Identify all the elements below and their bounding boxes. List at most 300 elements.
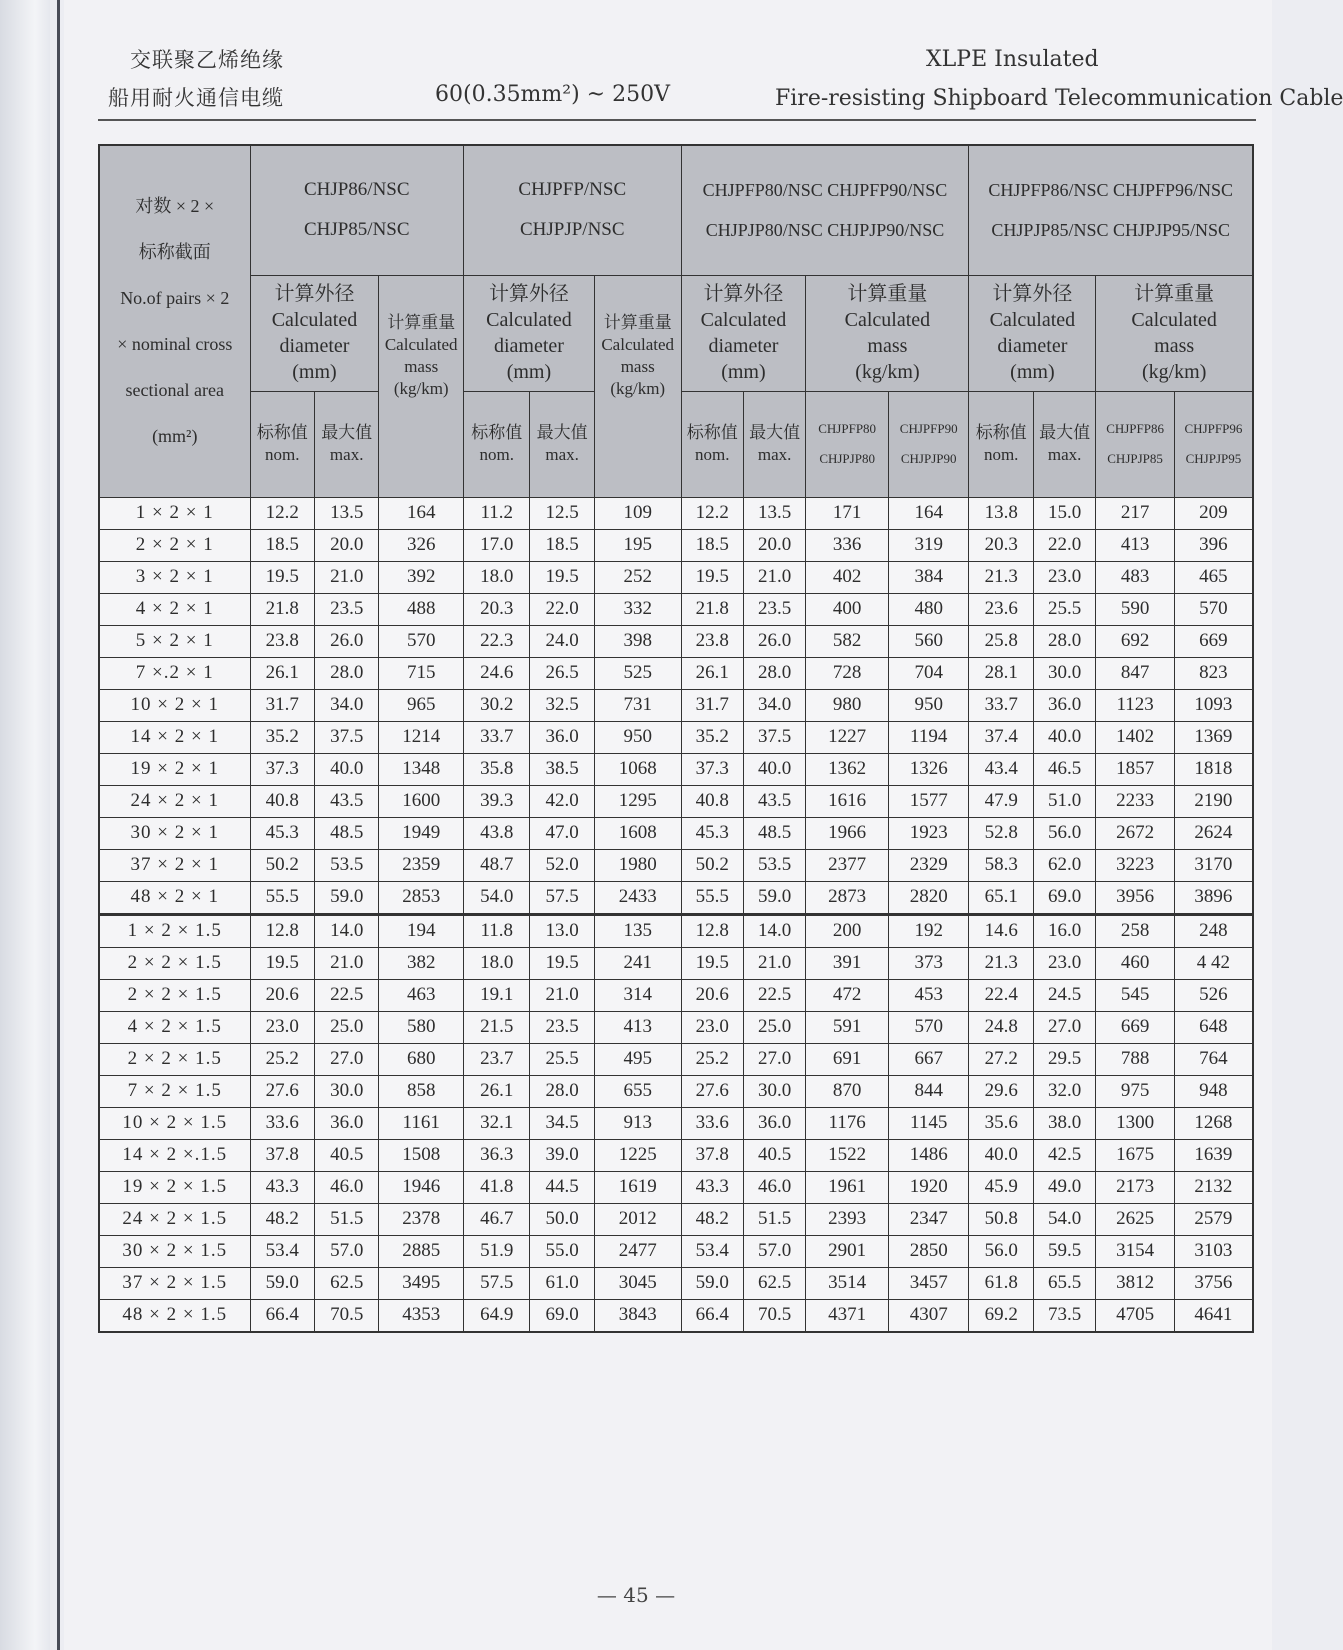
row-value-cell: 23.6 — [969, 593, 1033, 625]
g3-diameter-en1: Calculated — [700, 309, 787, 331]
g1-diameter-header — [250, 275, 379, 391]
row-value-cell: 25.2 — [250, 1043, 314, 1075]
row-value-cell: 43.5 — [314, 785, 378, 817]
row-value-cell: 21.8 — [681, 593, 743, 625]
row-value-cell: 463 — [379, 979, 464, 1011]
row-value-cell: 400 — [806, 593, 889, 625]
row-value-cell: 59.0 — [681, 1267, 743, 1299]
g3-mass-en2: mass — [867, 335, 908, 357]
row-value-cell: 4 42 — [1174, 947, 1253, 979]
g2-nom-header — [464, 391, 530, 497]
row-value-cell: 26.0 — [314, 625, 378, 657]
row-value-cell: 32.5 — [530, 689, 594, 721]
row-spec-cell: 2 × 2 × 1.5 — [99, 1043, 250, 1075]
row-value-cell: 3223 — [1096, 849, 1175, 881]
row-value-cell: 1600 — [379, 785, 464, 817]
table-row — [99, 979, 1253, 1011]
g3-mass-header — [806, 275, 969, 391]
row-value-cell: 164 — [379, 497, 464, 529]
group1-line1: CHJP86/NSC — [303, 179, 410, 201]
g3-diameter-en2: diameter — [708, 335, 779, 357]
row-value-cell: 62.5 — [743, 1267, 805, 1299]
row-value-cell: 24.6 — [464, 657, 530, 689]
row-spec-cell: 48 × 2 × 1.5 — [99, 1299, 250, 1332]
row-value-cell: 59.0 — [250, 1267, 314, 1299]
row-value-cell: 1068 — [594, 753, 681, 785]
row-value-cell: 1225 — [594, 1139, 681, 1171]
table-row — [99, 529, 1253, 561]
row-value-cell: 1268 — [1174, 1107, 1253, 1139]
row-value-cell: 1857 — [1096, 753, 1175, 785]
g1-nom-header — [250, 391, 314, 497]
row-value-cell: 35.2 — [681, 721, 743, 753]
g4-mass-col1-header — [1096, 391, 1175, 497]
g4-diameter-header — [969, 275, 1096, 391]
row-value-cell: 570 — [1174, 593, 1253, 625]
row-value-cell: 26.0 — [743, 625, 805, 657]
row-value-cell: 965 — [379, 689, 464, 721]
g3-mass-col2-l1: CHJPFP90 — [899, 421, 958, 436]
table-row — [99, 1011, 1253, 1043]
table-row — [99, 657, 1253, 689]
row-value-cell: 69.0 — [530, 1299, 594, 1332]
book-binding — [0, 0, 50, 1650]
row-value-cell: 2579 — [1174, 1203, 1253, 1235]
g1-mass-cn: 计算重量 — [387, 313, 456, 332]
row-value-cell: 46.0 — [743, 1171, 805, 1203]
row-value-cell: 43.8 — [464, 817, 530, 849]
row-spec-cell: 48 × 2 × 1 — [99, 881, 250, 914]
row-spec-cell: 30 × 2 × 1.5 — [99, 1235, 250, 1267]
row-value-cell: 32.1 — [464, 1107, 530, 1139]
row-spec-cell: 1 × 2 × 1 — [99, 497, 250, 529]
row-value-cell: 57.0 — [743, 1235, 805, 1267]
row-value-cell: 2873 — [806, 881, 889, 914]
row-value-cell: 3457 — [888, 1267, 969, 1299]
row-value-cell: 43.3 — [681, 1171, 743, 1203]
row-value-cell: 3896 — [1174, 881, 1253, 914]
row-value-cell: 43.3 — [250, 1171, 314, 1203]
row-value-cell: 34.0 — [314, 689, 378, 721]
row-value-cell: 1980 — [594, 849, 681, 881]
row-value-cell: 53.5 — [743, 849, 805, 881]
row-value-cell: 4353 — [379, 1299, 464, 1332]
row-value-cell: 655 — [594, 1075, 681, 1107]
row-value-cell: 858 — [379, 1075, 464, 1107]
row-value-cell: 2233 — [1096, 785, 1175, 817]
row-value-cell: 326 — [379, 529, 464, 561]
row-value-cell: 48.2 — [681, 1203, 743, 1235]
row-value-cell: 1966 — [806, 817, 889, 849]
corner-header — [99, 145, 250, 497]
row-value-cell: 413 — [594, 1011, 681, 1043]
g3-max-header — [743, 391, 805, 497]
row-value-cell: 48.5 — [743, 817, 805, 849]
row-value-cell: 13.5 — [314, 497, 378, 529]
row-value-cell: 18.0 — [464, 561, 530, 593]
row-value-cell: 30.0 — [314, 1075, 378, 1107]
row-value-cell: 453 — [888, 979, 969, 1011]
row-value-cell: 4641 — [1174, 1299, 1253, 1332]
row-value-cell: 50.2 — [681, 849, 743, 881]
row-value-cell: 29.5 — [1033, 1043, 1095, 1075]
g1-max-cn: 最大值 — [321, 423, 373, 442]
row-value-cell: 980 — [806, 689, 889, 721]
g1-mass-en2: mass — [404, 357, 439, 376]
row-value-cell: 14.6 — [969, 914, 1033, 947]
g4-mass-col2-l2: CHJPJP95 — [1185, 451, 1242, 466]
row-value-cell: 26.1 — [250, 657, 314, 689]
table-row — [99, 1075, 1253, 1107]
g1-mass-en1: Calculated — [384, 335, 458, 354]
row-value-cell: 847 — [1096, 657, 1175, 689]
row-spec-cell: 14 × 2 ×.1.5 — [99, 1139, 250, 1171]
row-value-cell: 18.5 — [530, 529, 594, 561]
row-value-cell: 50.8 — [969, 1203, 1033, 1235]
row-value-cell: 44.5 — [530, 1171, 594, 1203]
row-value-cell: 1402 — [1096, 721, 1175, 753]
row-value-cell: 23.5 — [743, 593, 805, 625]
table-row — [99, 785, 1253, 817]
row-value-cell: 30.2 — [464, 689, 530, 721]
table-row — [99, 497, 1253, 529]
row-value-cell: 21.0 — [314, 561, 378, 593]
row-value-cell: 11.8 — [464, 914, 530, 947]
row-value-cell: 19.5 — [250, 947, 314, 979]
row-value-cell: 12.8 — [250, 914, 314, 947]
row-value-cell: 51.5 — [314, 1203, 378, 1235]
header-en-line2: Fire-resisting Shipboard Telecommunication Cable — [775, 86, 1343, 111]
row-value-cell: 19.5 — [681, 561, 743, 593]
g4-nom-cn: 标称值 — [975, 423, 1027, 442]
spec-table — [98, 144, 1254, 1333]
row-value-cell: 1949 — [379, 817, 464, 849]
row-value-cell: 336 — [806, 529, 889, 561]
row-value-cell: 200 — [806, 914, 889, 947]
row-value-cell: 56.0 — [1033, 817, 1095, 849]
row-value-cell: 45.3 — [250, 817, 314, 849]
row-value-cell: 18.5 — [250, 529, 314, 561]
row-value-cell: 525 — [594, 657, 681, 689]
row-value-cell: 2347 — [888, 1203, 969, 1235]
row-value-cell: 680 — [379, 1043, 464, 1075]
row-value-cell: 332 — [594, 593, 681, 625]
row-value-cell: 373 — [888, 947, 969, 979]
row-spec-cell: 1 × 2 × 1.5 — [99, 914, 250, 947]
row-value-cell: 1608 — [594, 817, 681, 849]
row-value-cell: 43.5 — [743, 785, 805, 817]
row-value-cell: 3170 — [1174, 849, 1253, 881]
row-value-cell: 570 — [888, 1011, 969, 1043]
row-value-cell: 3843 — [594, 1299, 681, 1332]
g4-mass-cn: 计算重量 — [1134, 283, 1215, 305]
row-value-cell: 53.4 — [681, 1235, 743, 1267]
row-value-cell: 23.7 — [464, 1043, 530, 1075]
row-value-cell: 31.7 — [250, 689, 314, 721]
g2-nom-cn: 标称值 — [471, 423, 523, 442]
row-value-cell: 1227 — [806, 721, 889, 753]
row-value-cell: 23.0 — [681, 1011, 743, 1043]
row-value-cell: 4307 — [888, 1299, 969, 1332]
g3-mass-en1: Calculated — [844, 309, 931, 331]
row-value-cell: 28.0 — [530, 1075, 594, 1107]
row-value-cell: 870 — [806, 1075, 889, 1107]
g1-diameter-en1: Calculated — [271, 309, 358, 331]
row-value-cell: 1920 — [888, 1171, 969, 1203]
row-value-cell: 48.2 — [250, 1203, 314, 1235]
row-value-cell: 22.0 — [1033, 529, 1095, 561]
row-value-cell: 56.0 — [969, 1235, 1033, 1267]
row-value-cell: 43.4 — [969, 753, 1033, 785]
g4-nom-header — [969, 391, 1033, 497]
row-value-cell: 2012 — [594, 1203, 681, 1235]
row-value-cell: 823 — [1174, 657, 1253, 689]
row-value-cell: 217 — [1096, 497, 1175, 529]
table-row — [99, 1203, 1253, 1235]
table-row — [99, 849, 1253, 881]
row-value-cell: 70.5 — [314, 1299, 378, 1332]
page-number: — 45 — — [596, 1583, 676, 1607]
row-value-cell: 241 — [594, 947, 681, 979]
table-row — [99, 689, 1253, 721]
row-value-cell: 46.0 — [314, 1171, 378, 1203]
row-value-cell: 135 — [594, 914, 681, 947]
row-value-cell: 35.6 — [969, 1107, 1033, 1139]
row-value-cell: 65.1 — [969, 881, 1033, 914]
row-value-cell: 21.5 — [464, 1011, 530, 1043]
row-value-cell: 64.9 — [464, 1299, 530, 1332]
table-row — [99, 881, 1253, 914]
row-value-cell: 495 — [594, 1043, 681, 1075]
row-value-cell: 21.0 — [743, 947, 805, 979]
g4-mass-header — [1096, 275, 1253, 391]
row-value-cell: 1946 — [379, 1171, 464, 1203]
row-value-cell: 59.0 — [743, 881, 805, 914]
row-value-cell: 49.0 — [1033, 1171, 1095, 1203]
row-value-cell: 109 — [594, 497, 681, 529]
g3-max-en: max. — [757, 445, 792, 464]
row-value-cell: 948 — [1174, 1075, 1253, 1107]
row-value-cell: 25.2 — [681, 1043, 743, 1075]
row-spec-cell: 19 × 2 × 1.5 — [99, 1171, 250, 1203]
row-value-cell: 23.0 — [1033, 947, 1095, 979]
row-value-cell: 57.5 — [530, 881, 594, 914]
row-value-cell: 18.5 — [681, 529, 743, 561]
row-value-cell: 23.8 — [250, 625, 314, 657]
row-value-cell: 16.0 — [1033, 914, 1095, 947]
table-row — [99, 1299, 1253, 1332]
row-value-cell: 391 — [806, 947, 889, 979]
row-value-cell: 46.5 — [1033, 753, 1095, 785]
g1-diameter-unit: (mm) — [292, 361, 337, 383]
row-value-cell: 21.0 — [530, 979, 594, 1011]
row-value-cell: 2901 — [806, 1235, 889, 1267]
spine-shadow — [57, 0, 60, 1650]
g3-mass-unit: (kg/km) — [855, 361, 920, 383]
table-row — [99, 753, 1253, 785]
g3-mass-cn: 计算重量 — [847, 283, 928, 305]
row-value-cell: 34.5 — [530, 1107, 594, 1139]
group-header-1 — [250, 145, 463, 275]
row-value-cell: 40.8 — [250, 785, 314, 817]
row-value-cell: 40.0 — [314, 753, 378, 785]
header-cn-line2: 船用耐火通信电缆 — [108, 86, 284, 110]
row-value-cell: 20.0 — [743, 529, 805, 561]
row-value-cell: 35.2 — [250, 721, 314, 753]
row-value-cell: 34.0 — [743, 689, 805, 721]
row-value-cell: 1616 — [806, 785, 889, 817]
row-value-cell: 38.5 — [530, 753, 594, 785]
row-spec-cell: 4 × 2 × 1.5 — [99, 1011, 250, 1043]
row-value-cell: 402 — [806, 561, 889, 593]
row-value-cell: 1295 — [594, 785, 681, 817]
row-value-cell: 55.5 — [250, 881, 314, 914]
row-value-cell: 52.0 — [530, 849, 594, 881]
row-value-cell: 483 — [1096, 561, 1175, 593]
row-value-cell: 382 — [379, 947, 464, 979]
row-value-cell: 788 — [1096, 1043, 1175, 1075]
row-value-cell: 28.0 — [743, 657, 805, 689]
row-value-cell: 69.0 — [1033, 881, 1095, 914]
group-header-3 — [681, 145, 969, 275]
row-spec-cell: 5 × 2 × 1 — [99, 625, 250, 657]
row-value-cell: 582 — [806, 625, 889, 657]
table-row — [99, 1043, 1253, 1075]
row-value-cell: 4371 — [806, 1299, 889, 1332]
g2-mass-header — [594, 275, 681, 497]
row-value-cell: 46.7 — [464, 1203, 530, 1235]
row-value-cell: 20.6 — [250, 979, 314, 1011]
g4-diameter-unit: (mm) — [1010, 361, 1055, 383]
g4-nom-en: nom. — [983, 445, 1019, 464]
row-spec-cell: 14 × 2 × 1 — [99, 721, 250, 753]
row-spec-cell: 37 × 2 × 1 — [99, 849, 250, 881]
row-value-cell: 669 — [1096, 1011, 1175, 1043]
row-value-cell: 65.5 — [1033, 1267, 1095, 1299]
row-value-cell: 54.0 — [1033, 1203, 1095, 1235]
row-value-cell: 1362 — [806, 753, 889, 785]
group1-line2: CHJP85/NSC — [303, 219, 410, 241]
row-value-cell: 23.5 — [314, 593, 378, 625]
table-row — [99, 721, 1253, 753]
row-value-cell: 3103 — [1174, 1235, 1253, 1267]
corner-en2: × nominal cross — [117, 334, 233, 355]
row-value-cell: 590 — [1096, 593, 1175, 625]
row-value-cell: 384 — [888, 561, 969, 593]
g1-nom-en: nom. — [265, 445, 300, 464]
table-row — [99, 947, 1253, 979]
row-value-cell: 465 — [1174, 561, 1253, 593]
row-value-cell: 1369 — [1174, 721, 1253, 753]
row-value-cell: 591 — [806, 1011, 889, 1043]
g4-max-en: max. — [1047, 445, 1082, 464]
row-value-cell: 17.0 — [464, 529, 530, 561]
row-value-cell: 21.8 — [250, 593, 314, 625]
row-value-cell: 13.5 — [743, 497, 805, 529]
corner-cn2: 标称截面 — [138, 242, 211, 263]
row-value-cell: 42.0 — [530, 785, 594, 817]
g2-diameter-unit: (mm) — [506, 361, 552, 383]
row-value-cell: 480 — [888, 593, 969, 625]
row-value-cell: 14.0 — [314, 914, 378, 947]
row-value-cell: 14.0 — [743, 914, 805, 947]
g4-max-header — [1033, 391, 1095, 497]
row-spec-cell: 2 × 2 × 1.5 — [99, 979, 250, 1011]
row-value-cell: 319 — [888, 529, 969, 561]
row-value-cell: 33.7 — [464, 721, 530, 753]
g4-max-cn: 最大值 — [1039, 423, 1091, 442]
header-voltage: 60(0.35mm²) ~ 250V — [435, 82, 670, 107]
row-value-cell: 62.0 — [1033, 849, 1095, 881]
row-value-cell: 392 — [379, 561, 464, 593]
row-value-cell: 1522 — [806, 1139, 889, 1171]
row-value-cell: 27.0 — [314, 1043, 378, 1075]
row-value-cell: 1639 — [1174, 1139, 1253, 1171]
row-value-cell: 73.5 — [1033, 1299, 1095, 1332]
row-value-cell: 164 — [888, 497, 969, 529]
row-value-cell: 1300 — [1096, 1107, 1175, 1139]
row-value-cell: 45.9 — [969, 1171, 1033, 1203]
row-value-cell: 195 — [594, 529, 681, 561]
row-spec-cell: 7 ×.2 × 1 — [99, 657, 250, 689]
row-value-cell: 37.8 — [250, 1139, 314, 1171]
row-value-cell: 55.5 — [681, 881, 743, 914]
g4-mass-en1: Calculated — [1131, 309, 1217, 331]
row-value-cell: 3495 — [379, 1267, 464, 1299]
row-value-cell: 526 — [1174, 979, 1253, 1011]
row-value-cell: 36.0 — [743, 1107, 805, 1139]
row-value-cell: 950 — [594, 721, 681, 753]
row-value-cell: 20.6 — [681, 979, 743, 1011]
row-value-cell: 57.5 — [464, 1267, 530, 1299]
row-value-cell: 28.1 — [969, 657, 1033, 689]
row-value-cell: 26.5 — [530, 657, 594, 689]
row-value-cell: 669 — [1174, 625, 1253, 657]
row-spec-cell: 10 × 2 × 1 — [99, 689, 250, 721]
row-value-cell: 704 — [888, 657, 969, 689]
row-value-cell: 19.5 — [530, 561, 594, 593]
row-value-cell: 252 — [594, 561, 681, 593]
g4-mass-en2: mass — [1154, 335, 1195, 357]
row-value-cell: 13.0 — [530, 914, 594, 947]
group2-line2: CHJPJP/NSC — [519, 219, 625, 241]
row-value-cell: 460 — [1096, 947, 1175, 979]
row-value-cell: 53.4 — [250, 1235, 314, 1267]
g3-nom-header — [681, 391, 743, 497]
row-spec-cell: 7 × 2 × 1.5 — [99, 1075, 250, 1107]
group3-line1: CHJPFP80/NSC CHJPFP90/NSC — [702, 180, 948, 201]
row-value-cell: 21.0 — [314, 947, 378, 979]
row-value-cell: 61.0 — [530, 1267, 594, 1299]
row-value-cell: 27.2 — [969, 1043, 1033, 1075]
row-value-cell: 25.0 — [314, 1011, 378, 1043]
g3-diameter-unit: (mm) — [721, 361, 766, 383]
row-value-cell: 12.8 — [681, 914, 743, 947]
g2-mass-en1: Calculated — [601, 335, 675, 354]
row-value-cell: 20.0 — [314, 529, 378, 561]
row-value-cell: 21.3 — [969, 947, 1033, 979]
row-value-cell: 40.0 — [969, 1139, 1033, 1171]
g2-mass-cn: 计算重量 — [603, 313, 672, 332]
row-value-cell: 22.0 — [530, 593, 594, 625]
table-row — [99, 625, 1253, 657]
row-value-cell: 3514 — [806, 1267, 889, 1299]
row-value-cell: 36.0 — [314, 1107, 378, 1139]
row-value-cell: 27.0 — [743, 1043, 805, 1075]
row-spec-cell: 10 × 2 × 1.5 — [99, 1107, 250, 1139]
group4-line1: CHJPFP86/NSC CHJPFP96/NSC — [988, 180, 1234, 201]
row-value-cell: 1923 — [888, 817, 969, 849]
